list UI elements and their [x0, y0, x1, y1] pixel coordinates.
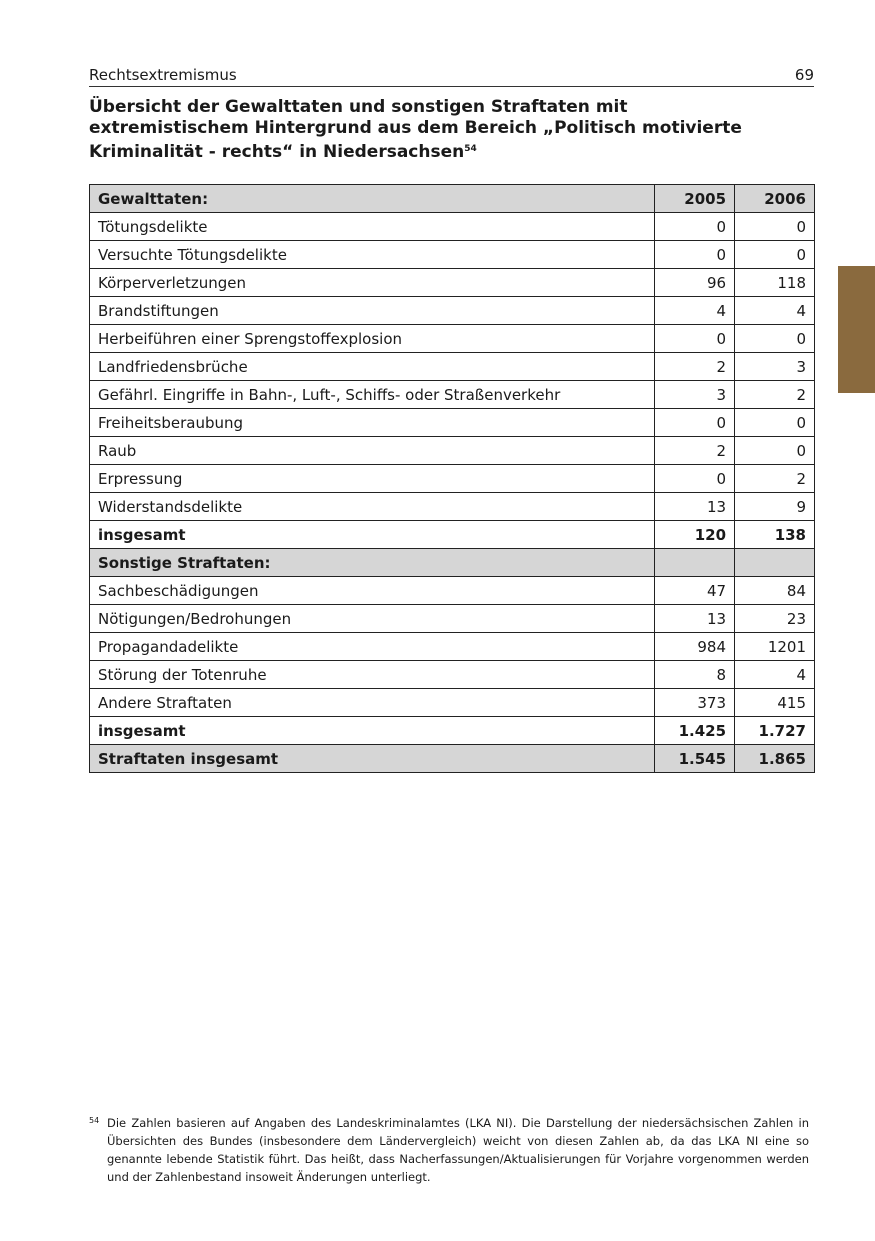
row-label: Brandstiftungen — [90, 297, 655, 325]
table-row — [90, 493, 815, 521]
footnote — [89, 1114, 809, 1186]
table-row — [90, 409, 815, 437]
value-2005: 13 — [655, 493, 735, 521]
value-2005: 1.545 — [655, 745, 735, 773]
value-2005: 0 — [655, 409, 735, 437]
table-row-section — [90, 549, 815, 577]
value-2005: 0 — [655, 465, 735, 493]
value-2005: 0 — [655, 213, 735, 241]
value-2005: 984 — [655, 633, 735, 661]
value-2006: 23 — [735, 605, 815, 633]
value-2006: 2 — [735, 381, 815, 409]
table-row — [90, 269, 815, 297]
table-row — [90, 297, 815, 325]
row-label: Störung der Totenruhe — [90, 661, 655, 689]
row-label: Tötungsdelikte — [90, 213, 655, 241]
value-2006 — [735, 549, 815, 577]
page-title — [89, 97, 779, 163]
table-row — [90, 241, 815, 269]
footnote-number: 54 — [89, 1116, 100, 1125]
value-2006: 1.727 — [735, 717, 815, 745]
crime-statistics-table — [89, 184, 815, 773]
value-2005: 120 — [655, 521, 735, 549]
row-label: Landfriedensbrüche — [90, 353, 655, 381]
row-label: Sachbeschädigungen — [90, 577, 655, 605]
table-row — [90, 437, 815, 465]
value-2006: 118 — [735, 269, 815, 297]
value-2006: 1201 — [735, 633, 815, 661]
section-title: Rechtsextremismus — [89, 66, 237, 84]
value-2005: 1.425 — [655, 717, 735, 745]
table-row — [90, 689, 815, 717]
value-2006: 3 — [735, 353, 815, 381]
value-2006: 2006 — [735, 185, 815, 213]
value-2005: 96 — [655, 269, 735, 297]
table-row — [90, 633, 815, 661]
table-row — [90, 661, 815, 689]
value-2006: 9 — [735, 493, 815, 521]
table-row-grand — [90, 745, 815, 773]
value-2006: 4 — [735, 661, 815, 689]
running-head — [89, 66, 814, 87]
value-2006: 138 — [735, 521, 815, 549]
row-label: insgesamt — [90, 717, 655, 745]
value-2005: 8 — [655, 661, 735, 689]
value-2005: 373 — [655, 689, 735, 717]
value-2006: 0 — [735, 437, 815, 465]
table-row-section — [90, 185, 815, 213]
row-label: Erpressung — [90, 465, 655, 493]
table-row-sum — [90, 521, 815, 549]
value-2006: 2 — [735, 465, 815, 493]
table-row — [90, 577, 815, 605]
value-2006: 0 — [735, 241, 815, 269]
value-2006: 0 — [735, 409, 815, 437]
row-label: Gefährl. Eingriffe in Bahn-, Luft-, Schiffs- oder Straßenverkehr — [90, 381, 655, 409]
value-2005 — [655, 549, 735, 577]
value-2006: 84 — [735, 577, 815, 605]
chapter-tab-marker — [838, 266, 875, 393]
value-2005: 3 — [655, 381, 735, 409]
table-row — [90, 213, 815, 241]
row-label: Andere Straftaten — [90, 689, 655, 717]
row-label: Straftaten insgesamt — [90, 745, 655, 773]
value-2005: 2 — [655, 437, 735, 465]
value-2005: 4 — [655, 297, 735, 325]
value-2006: 0 — [735, 213, 815, 241]
value-2006: 0 — [735, 325, 815, 353]
table-row — [90, 353, 815, 381]
value-2006: 4 — [735, 297, 815, 325]
table-row — [90, 325, 815, 353]
table-row — [90, 381, 815, 409]
page-number: 69 — [794, 66, 814, 84]
value-2005: 0 — [655, 241, 735, 269]
row-label: Widerstandsdelikte — [90, 493, 655, 521]
value-2005: 2005 — [655, 185, 735, 213]
row-label: Gewalttaten: — [90, 185, 655, 213]
row-label: Propagandadelikte — [90, 633, 655, 661]
table-row — [90, 465, 815, 493]
value-2006: 1.865 — [735, 745, 815, 773]
value-2005: 13 — [655, 605, 735, 633]
footnote-ref: 54 — [464, 144, 477, 154]
table-row — [90, 605, 815, 633]
table-row-sum — [90, 717, 815, 745]
footnote-text: Die Zahlen basieren auf Angaben des Landeskriminalamtes (LKA NI). Die Darstellung der niedersächsischen Zahlen in Übersichten des Bundes (insbesondere dem Ländervergleich) weicht von diesen Zahlen ab, da das LKA NI eine so genannte lebende Statistik führt. Das heißt, dass Nacherfassungen/Aktualisierungen für Vorjahre vorgenommen werden und der Zahlenbestand insoweit Änderungen unterliegt. — [107, 1116, 809, 1184]
row-label: Freiheitsberaubung — [90, 409, 655, 437]
row-label: Versuchte Tötungsdelikte — [90, 241, 655, 269]
value-2005: 0 — [655, 325, 735, 353]
row-label: insgesamt — [90, 521, 655, 549]
row-label: Herbeiführen einer Sprengstoffexplosion — [90, 325, 655, 353]
row-label: Körperverletzungen — [90, 269, 655, 297]
value-2005: 47 — [655, 577, 735, 605]
row-label: Sonstige Straftaten: — [90, 549, 655, 577]
title-text: Übersicht der Gewalttaten und sonstigen Straftaten mit extremistischem Hintergrund aus dem Bereich „Politisch motivierte Kriminalität - rechts“ in Niedersachsen — [89, 97, 742, 162]
value-2006: 415 — [735, 689, 815, 717]
value-2005: 2 — [655, 353, 735, 381]
row-label: Raub — [90, 437, 655, 465]
row-label: Nötigungen/Bedrohungen — [90, 605, 655, 633]
